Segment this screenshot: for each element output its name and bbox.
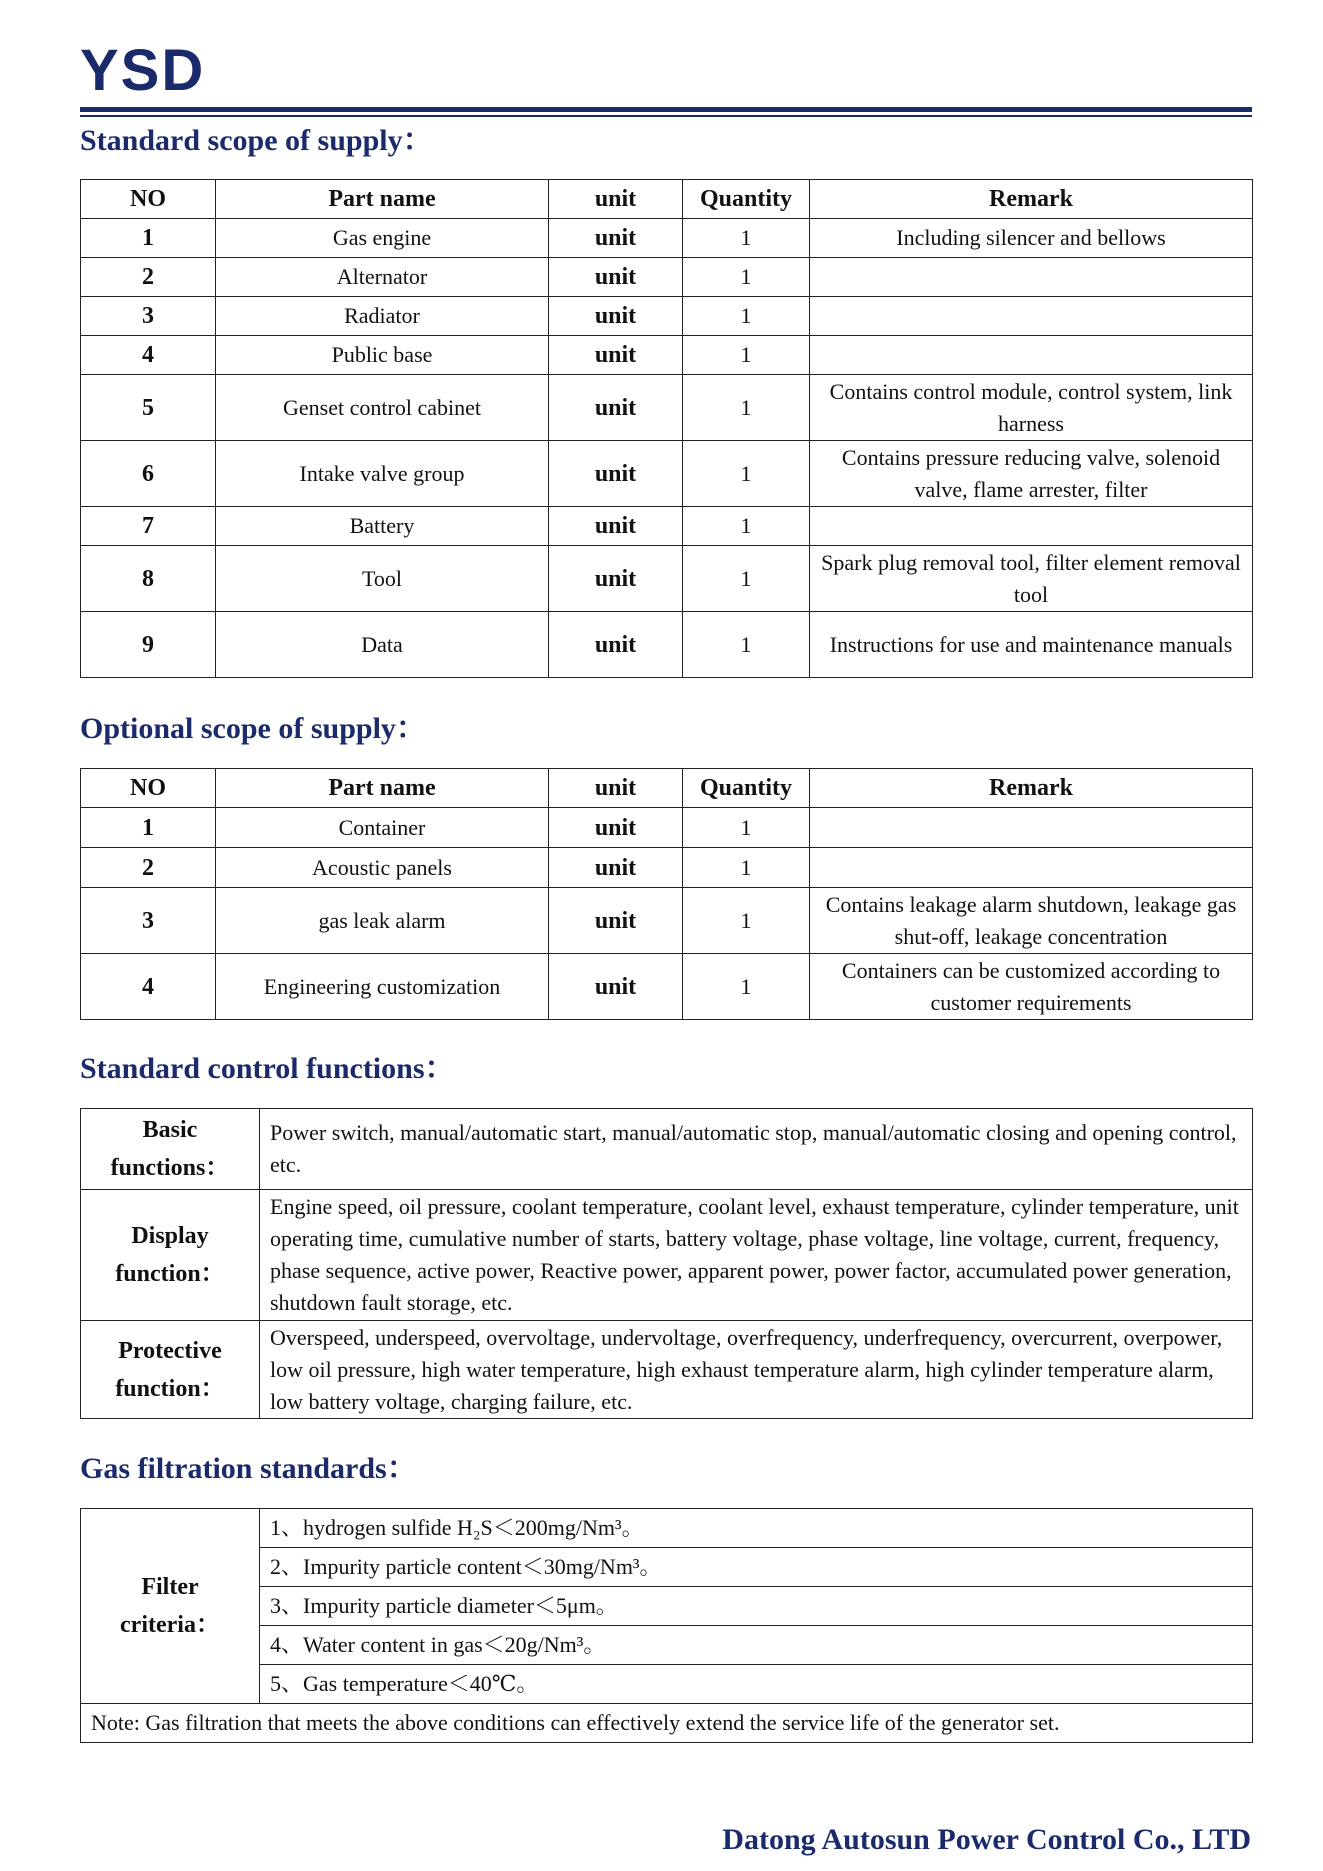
row-quantity: 1 (683, 808, 810, 848)
function-label (81, 1190, 260, 1321)
criteria-item: 3、Impurity particle diameter＜5μm。 (260, 1587, 1253, 1626)
criteria-item: 5、Gas temperature＜40℃。 (260, 1665, 1253, 1704)
row-part-name: Alternator (216, 258, 549, 297)
row-part-name: Genset control cabinet (216, 375, 549, 441)
function-label (81, 1109, 260, 1190)
column-header-part-name: Part name (216, 180, 549, 219)
row-part-name: Radiator (216, 297, 549, 336)
table-row (81, 441, 1253, 507)
row-unit: unit (549, 441, 683, 507)
row-unit: unit (549, 297, 683, 336)
row-unit: unit (549, 848, 683, 888)
column-header-quantity: Quantity (683, 180, 810, 219)
table-row (81, 219, 1253, 258)
table-row (81, 612, 1253, 678)
row-unit: unit (549, 336, 683, 375)
filter-criteria-label-line-2: criteria： (120, 1612, 220, 1638)
function-description: Power switch, manual/automatic start, manual/automatic stop, manual/automatic closing and opening control, etc. (260, 1109, 1253, 1190)
row-remark (810, 297, 1253, 336)
function-label-line-1: Basic (142, 1117, 198, 1143)
row-no: 2 (81, 258, 216, 297)
column-header-remark: Remark (810, 180, 1253, 219)
criteria-item: 2、Impurity particle content＜30mg/Nm³。 (260, 1548, 1253, 1587)
row-remark (810, 848, 1253, 888)
table-row (81, 546, 1253, 612)
company-logo: YSD (80, 38, 206, 103)
row-remark: Instructions for use and maintenance manuals (810, 612, 1253, 678)
row-no: 6 (81, 441, 216, 507)
function-description: Overspeed, underspeed, overvoltage, undervoltage, overfrequency, underfrequency, overcurrent, overpower, low oil pressure, high water temperature, high exhaust temperature alarm, high cylinder temperature alarm, low battery voltage, charging failure, etc. (260, 1321, 1253, 1419)
row-quantity: 1 (683, 546, 810, 612)
row-part-name: Public base (216, 336, 549, 375)
row-no: 4 (81, 954, 216, 1020)
header-rule-thin (80, 115, 1252, 117)
gas-filtration-table (80, 1508, 1253, 1743)
row-remark: Including silencer and bellows (810, 219, 1253, 258)
row-remark: Containers can be customized according to customer requirements (810, 954, 1253, 1020)
row-part-name: gas leak alarm (216, 888, 549, 954)
function-label-line-2: functions： (110, 1155, 230, 1181)
table-header-row (81, 769, 1253, 808)
table-header-row (81, 180, 1253, 219)
optional-supply-title: Optional scope of supply： (80, 712, 426, 745)
optional-supply-table (80, 768, 1253, 1020)
function-label-line-1: Protective (118, 1337, 222, 1364)
row-no: 3 (81, 888, 216, 954)
row-quantity: 1 (683, 507, 810, 546)
row-unit: unit (549, 612, 683, 678)
row-part-name: Tool (216, 546, 549, 612)
row-quantity: 1 (683, 612, 810, 678)
footer-company-name: Datong Autosun Power Control Co., LTD (722, 1823, 1251, 1856)
row-quantity: 1 (683, 954, 810, 1020)
function-label (81, 1321, 260, 1419)
row-quantity: 1 (683, 336, 810, 375)
table-row (81, 336, 1253, 375)
filtration-note: Note: Gas filtration that meets the above conditions can effectively extend the service life of the generator set. (81, 1704, 1253, 1743)
table-row (81, 258, 1253, 297)
row-part-name: Data (216, 612, 549, 678)
row-part-name: Intake valve group (216, 441, 549, 507)
column-header-no: NO (81, 769, 216, 808)
row-unit: unit (549, 258, 683, 297)
table-row (81, 954, 1253, 1020)
row-part-name: Acoustic panels (216, 848, 549, 888)
column-header-quantity: Quantity (683, 769, 810, 808)
standard-supply-table (80, 179, 1253, 678)
row-part-name: Engineering customization (216, 954, 549, 1020)
header-rule-thick (80, 107, 1252, 112)
row-quantity: 1 (683, 219, 810, 258)
row-unit: unit (549, 954, 683, 1020)
row-unit: unit (549, 808, 683, 848)
filter-criteria-label-line-1: Filter (141, 1574, 199, 1600)
row-remark: Contains leakage alarm shutdown, leakage gas shut-off, leakage concentration (810, 888, 1253, 954)
row-remark (810, 808, 1253, 848)
row-no: 9 (81, 612, 216, 678)
criteria-item: 1、hydrogen sulfide H₂S＜200mg/Nm³。 (260, 1509, 1253, 1548)
table-row (81, 808, 1253, 848)
column-header-unit: unit (549, 180, 683, 219)
row-quantity: 1 (683, 375, 810, 441)
column-header-part-name: Part name (216, 769, 549, 808)
function-label-line-1: Display (131, 1223, 209, 1249)
criteria-item: 4、Water content in gas＜20g/Nm³。 (260, 1626, 1253, 1665)
row-quantity: 1 (683, 441, 810, 507)
table-row (81, 375, 1253, 441)
row-no: 4 (81, 336, 216, 375)
criteria-row (81, 1509, 1253, 1548)
gas-filtration-title: Gas filtration standards： (80, 1452, 417, 1485)
table-row (81, 848, 1253, 888)
row-quantity: 1 (683, 258, 810, 297)
row-remark: Spark plug removal tool, filter element removal tool (810, 546, 1253, 612)
column-header-no: NO (81, 180, 216, 219)
row-part-name: Battery (216, 507, 549, 546)
row-no: 2 (81, 848, 216, 888)
row-remark (810, 258, 1253, 297)
row-unit: unit (549, 888, 683, 954)
row-unit: unit (549, 546, 683, 612)
row-no: 7 (81, 507, 216, 546)
table-row (81, 507, 1253, 546)
row-quantity: 1 (683, 888, 810, 954)
filter-criteria-label (81, 1509, 260, 1704)
table-row (81, 888, 1253, 954)
row-part-name: Gas engine (216, 219, 549, 258)
row-no: 1 (81, 808, 216, 848)
row-no: 3 (81, 297, 216, 336)
row-no: 1 (81, 219, 216, 258)
row-remark: Contains pressure reducing valve, solenoid valve, flame arrester, filter (810, 441, 1253, 507)
function-row (81, 1109, 1253, 1190)
row-remark (810, 507, 1253, 546)
function-label-line-2: function： (115, 1375, 225, 1402)
row-remark: Contains control module, control system, link harness (810, 375, 1253, 441)
row-no: 8 (81, 546, 216, 612)
control-functions-table (80, 1108, 1253, 1419)
table-row (81, 297, 1253, 336)
standard-supply-title: Standard scope of supply： (80, 124, 433, 157)
note-row (81, 1704, 1253, 1743)
row-remark (810, 336, 1253, 375)
function-row (81, 1321, 1253, 1419)
row-no: 5 (81, 375, 216, 441)
row-part-name: Container (216, 808, 549, 848)
function-row (81, 1190, 1253, 1321)
row-quantity: 1 (683, 297, 810, 336)
column-header-remark: Remark (810, 769, 1253, 808)
column-header-unit: unit (549, 769, 683, 808)
row-quantity: 1 (683, 848, 810, 888)
function-label-line-2: function： (115, 1261, 225, 1287)
row-unit: unit (549, 375, 683, 441)
row-unit: unit (549, 507, 683, 546)
function-description: Engine speed, oil pressure, coolant temperature, coolant level, exhaust temperature, cylinder temperature, unit operating time, cumulative number of starts, battery voltage, phase voltage, line voltage, current, frequency, phase sequence, active power, Reactive power, apparent power, power factor, accumulated power generation, shutdown fault storage, etc. (260, 1190, 1253, 1321)
control-functions-title: Standard control functions： (80, 1052, 455, 1085)
row-unit: unit (549, 219, 683, 258)
